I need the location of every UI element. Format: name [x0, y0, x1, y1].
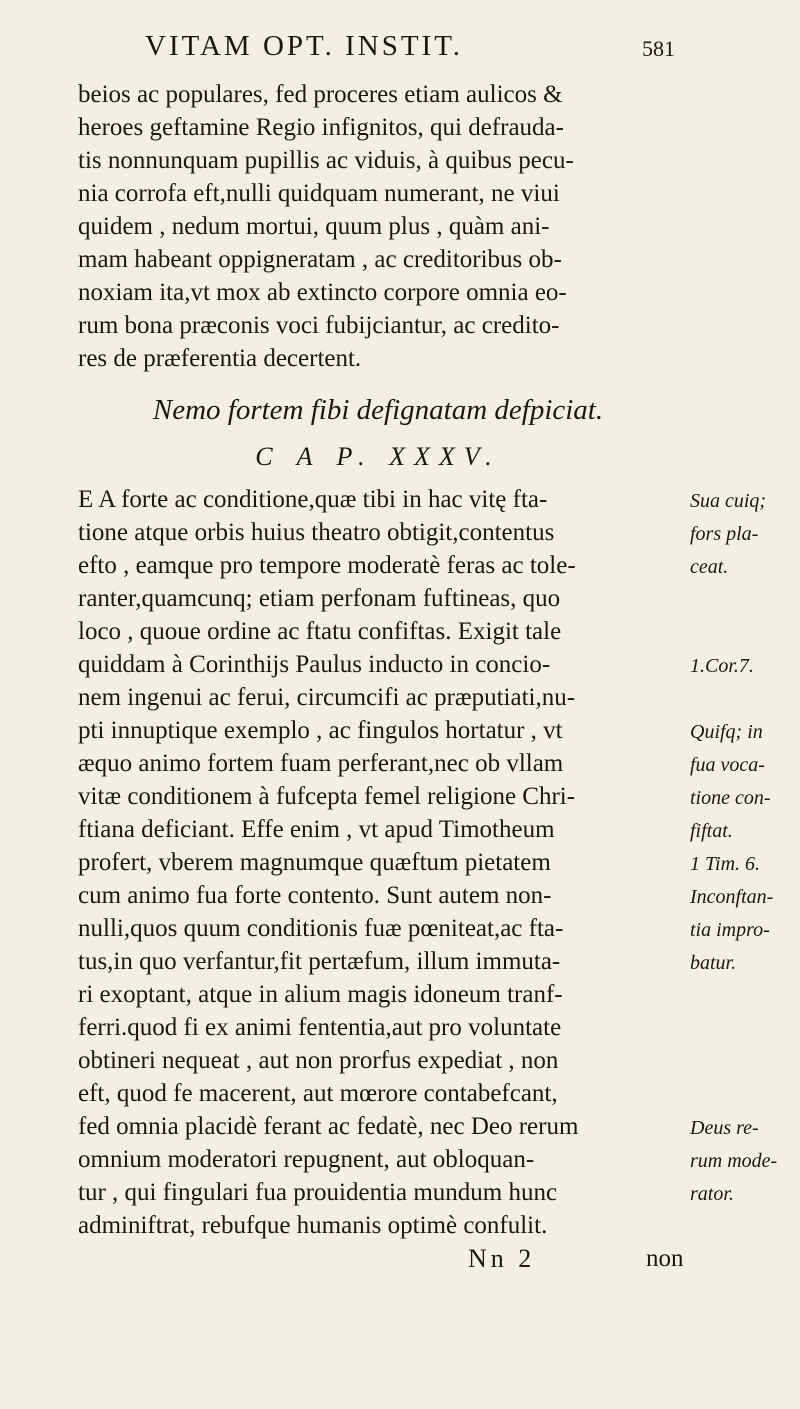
text-line	[78, 144, 778, 177]
line-text: ftiana deficiant. Effe enim , vt apud Timotheum	[78, 816, 555, 843]
line-text: tione atque orbis huius theatro obtigit,contentus	[78, 519, 555, 546]
text-line	[78, 582, 778, 615]
catchword: non	[646, 1245, 684, 1272]
marginal-note: rator.	[690, 1183, 734, 1205]
line-text: vitæ conditionem à fufcepta femel religione Chri-	[78, 783, 576, 810]
text-line	[78, 978, 778, 1011]
line-text: rum bona præconis voci fubijciantur, ac credito-	[78, 312, 560, 339]
line-text: res de præferentia decertent.	[78, 345, 362, 372]
page-footer	[78, 1242, 684, 1275]
line-text: tur , qui fingulari fua prouidentia mundum hunc	[78, 1179, 558, 1206]
line-text: quidem , nedum mortui, quum plus , quàm ani-	[78, 213, 550, 240]
text-line	[78, 210, 778, 243]
text-line	[78, 714, 778, 747]
body-text	[78, 78, 778, 1275]
page-header	[145, 30, 675, 74]
marginal-note: rum mode-	[690, 1150, 778, 1172]
line-text: adminiftrat, rebufque humanis optimè confulit.	[78, 1212, 548, 1239]
marginal-note: Sua cuiq;	[690, 490, 767, 512]
line-text: fed omnia placidè ferant ac fedatè, nec Deo rerum	[78, 1113, 579, 1140]
text-line	[78, 177, 778, 210]
text-line	[78, 912, 778, 945]
text-line	[78, 1209, 778, 1242]
text-line	[78, 309, 778, 342]
line-text: ranter,quamcunq; etiam perfonam fuftineas, quo	[78, 585, 561, 612]
text-line	[78, 1077, 778, 1110]
text-line	[78, 483, 778, 516]
line-text: tus,in quo verfantur,fit pertæfum, illum immuta-	[78, 948, 561, 975]
text-line	[78, 648, 778, 681]
text-line	[78, 879, 778, 912]
marginal-note: fua voca-	[690, 754, 765, 776]
text-line	[78, 549, 778, 582]
marginal-note: batur.	[690, 952, 737, 974]
text-line	[78, 945, 778, 978]
marginal-note: fors pla-	[690, 523, 759, 545]
line-text: mam habeant oppigneratam , ac creditoribus ob-	[78, 246, 562, 273]
running-head: VITAM OPT. INSTIT.	[145, 30, 464, 62]
marginal-note: fiftat.	[690, 820, 733, 842]
text-line	[78, 111, 778, 144]
marginal-note: Quifq; in	[690, 721, 763, 743]
text-line	[78, 846, 778, 879]
signature-mark: Nn 2	[468, 1244, 536, 1273]
line-text: æquo animo fortem fuam perferant,nec ob vllam	[78, 750, 564, 777]
line-text: nem ingenui ac ferui, circumcifi ac præputiati,nu-	[78, 684, 576, 711]
text-line	[78, 276, 778, 309]
text-line	[78, 78, 778, 111]
line-text: E A forte ac conditione,quæ tibi in hac vitę fta-	[78, 486, 548, 513]
marginal-note: 1 Tim. 6.	[690, 853, 761, 875]
text-line	[78, 1143, 778, 1176]
line-text: profert, vberem magnumque quæftum pietatem	[78, 849, 551, 876]
line-text: eft, quod fe macerent, aut mœrore contabefcant,	[78, 1080, 558, 1107]
text-line	[78, 1176, 778, 1209]
line-text: ferri.quod fi ex animi fententia,aut pro voluntate	[78, 1014, 562, 1041]
text-line	[78, 681, 778, 714]
line-text: beios ac populares, fed proceres etiam aulicos &	[78, 81, 563, 108]
text-line	[78, 747, 778, 780]
line-text: efto , eamque pro tempore moderatè feras ac tole-	[78, 552, 576, 579]
marginal-note: Inconftan-	[690, 886, 774, 908]
paragraph-1	[78, 78, 778, 375]
line-text: nulli,quos quum conditionis fuæ pœniteat,ac fta-	[78, 915, 564, 942]
section-heading: Nemo fortem fibi defignatam defpiciat.	[152, 394, 604, 426]
marginal-note: 1.Cor.7.	[690, 655, 754, 677]
line-text: tis nonnunquam pupillis ac viduis, à quibus pecu-	[78, 147, 574, 174]
marginal-note: Deus re-	[690, 1117, 759, 1139]
text-line	[78, 1110, 778, 1143]
marginal-note: tione con-	[690, 787, 771, 809]
line-text: obtineri nequeat , aut non prorfus expediat , non	[78, 1047, 559, 1074]
text-line	[78, 243, 778, 276]
line-text: ri exoptant, atque in alium magis idoneum tranf-	[78, 981, 563, 1008]
text-line	[78, 516, 778, 549]
paragraph-2	[78, 483, 778, 1242]
text-line	[78, 342, 778, 375]
chapter-label: C A P. XXXV.	[255, 442, 501, 471]
line-text: heroes geftamine Regio infignitos, qui defrauda-	[78, 114, 564, 141]
line-text: loco , quoue ordine ac ftatu confiftas. Exigit tale	[78, 618, 562, 645]
line-text: pti innuptique exemplo , ac fingulos hortatur , vt	[78, 717, 563, 744]
line-text: nia corrofa eft,nulli quidquam numerant, ne viui	[78, 180, 560, 207]
line-text: noxiam ita,vt mox ab extincto corpore omnia eo-	[78, 279, 567, 306]
text-line	[78, 615, 778, 648]
marginal-note: tia impro-	[690, 919, 770, 941]
text-line	[78, 780, 778, 813]
text-line	[78, 1011, 778, 1044]
line-text: omnium moderatori repugnent, aut obloquan-	[78, 1146, 535, 1173]
text-line	[78, 813, 778, 846]
line-text: quiddam à Corinthijs Paulus inducto in concio-	[78, 651, 551, 678]
line-text: cum animo fua forte contento. Sunt autem non-	[78, 882, 552, 909]
page-number: 581	[642, 36, 675, 61]
marginal-note: ceat.	[690, 556, 729, 578]
text-line	[78, 1044, 778, 1077]
